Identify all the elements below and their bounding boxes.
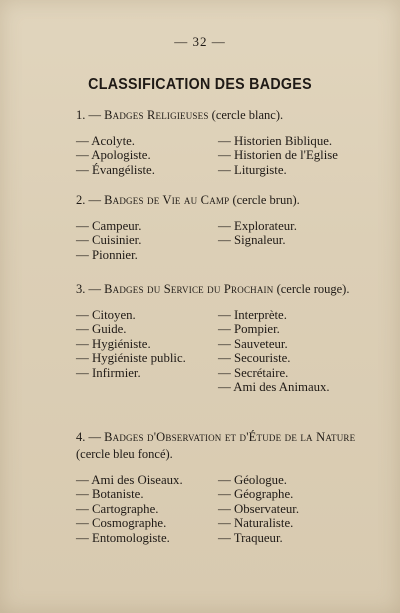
list-item: — Ami des Animaux. (218, 380, 330, 394)
list-item: — Signaleur. (218, 233, 297, 247)
list-item: — Campeur. (76, 219, 141, 233)
badge-columns (76, 473, 366, 547)
badge-list-left (76, 219, 141, 262)
list-item: — Cuisinier. (76, 233, 141, 247)
list-item: — Cartographe. (76, 502, 183, 516)
list-item: — Acolyte. (76, 134, 155, 148)
list-item: — Infirmier. (76, 366, 186, 380)
section-number: 4. — (76, 430, 101, 444)
section-color-note: (cercle blanc). (211, 108, 284, 122)
list-item: — Cosmographe. (76, 516, 183, 530)
page-number: — 32 — (174, 34, 226, 49)
list-item: — Interprète. (218, 308, 330, 322)
list-item: — Explorateur. (218, 219, 297, 233)
page-title: CLASSIFICATION DES BADGES (88, 76, 312, 93)
section-service-badges (76, 281, 366, 396)
section-title: Badges Religieuses (104, 108, 209, 122)
section-color-note: (cercle bleu foncé). (76, 447, 173, 461)
list-item: — Hygiéniste public. (76, 351, 186, 365)
section-heading (76, 281, 366, 298)
list-item: — Historien de l'Eglise (218, 148, 338, 162)
section-title: Badges du Service du Prochain (104, 282, 274, 296)
section-religious-badges (76, 107, 366, 178)
badge-list-left (76, 308, 186, 380)
list-item: — Citoyen. (76, 308, 186, 322)
list-item: — Observateur. (218, 502, 299, 516)
list-item: — Naturaliste. (218, 516, 299, 530)
list-item: — Pionnier. (76, 248, 141, 262)
section-number: 1. — (76, 108, 101, 122)
list-item: — Géologue. (218, 473, 299, 487)
list-item: — Historien Biblique. (218, 134, 338, 148)
list-item: — Apologiste. (76, 148, 155, 162)
badge-list-left (76, 134, 155, 177)
badge-list-right (218, 219, 297, 248)
section-number: 2. — (76, 193, 101, 207)
list-item: — Évangéliste. (76, 163, 155, 177)
list-item: — Secouriste. (218, 351, 330, 365)
list-item: — Botaniste. (76, 487, 183, 501)
list-item: — Hygiéniste. (76, 337, 186, 351)
list-item: — Entomologiste. (76, 531, 183, 545)
badge-list-right (218, 308, 330, 394)
section-title: Badges d'Observation et d'Étude de la Nature (104, 430, 356, 444)
badge-columns (76, 219, 366, 263)
section-color-note: (cercle rouge). (276, 282, 350, 296)
badge-list-right (218, 134, 338, 177)
badge-columns (76, 134, 366, 178)
list-item: — Ami des Oiseaux. (76, 473, 183, 487)
section-nature-study-badges (76, 429, 366, 547)
badge-columns (76, 308, 366, 396)
list-item: — Sauveteur. (218, 337, 330, 351)
list-item: — Secrétaire. (218, 366, 330, 380)
badge-list-left (76, 473, 183, 545)
section-heading (76, 429, 366, 463)
section-camp-life-badges (76, 192, 366, 263)
list-item: — Liturgiste. (218, 163, 338, 177)
section-title: Badges de Vie au Camp (104, 193, 230, 207)
badge-list-right (218, 473, 299, 545)
list-item: — Pompier. (218, 322, 330, 336)
list-item: — Géographe. (218, 487, 299, 501)
list-item: — Traqueur. (218, 531, 299, 545)
section-heading (76, 192, 366, 209)
section-number: 3. — (76, 282, 101, 296)
list-item: — Guide. (76, 322, 186, 336)
section-heading (76, 107, 366, 124)
section-color-note: (cercle brun). (232, 193, 300, 207)
